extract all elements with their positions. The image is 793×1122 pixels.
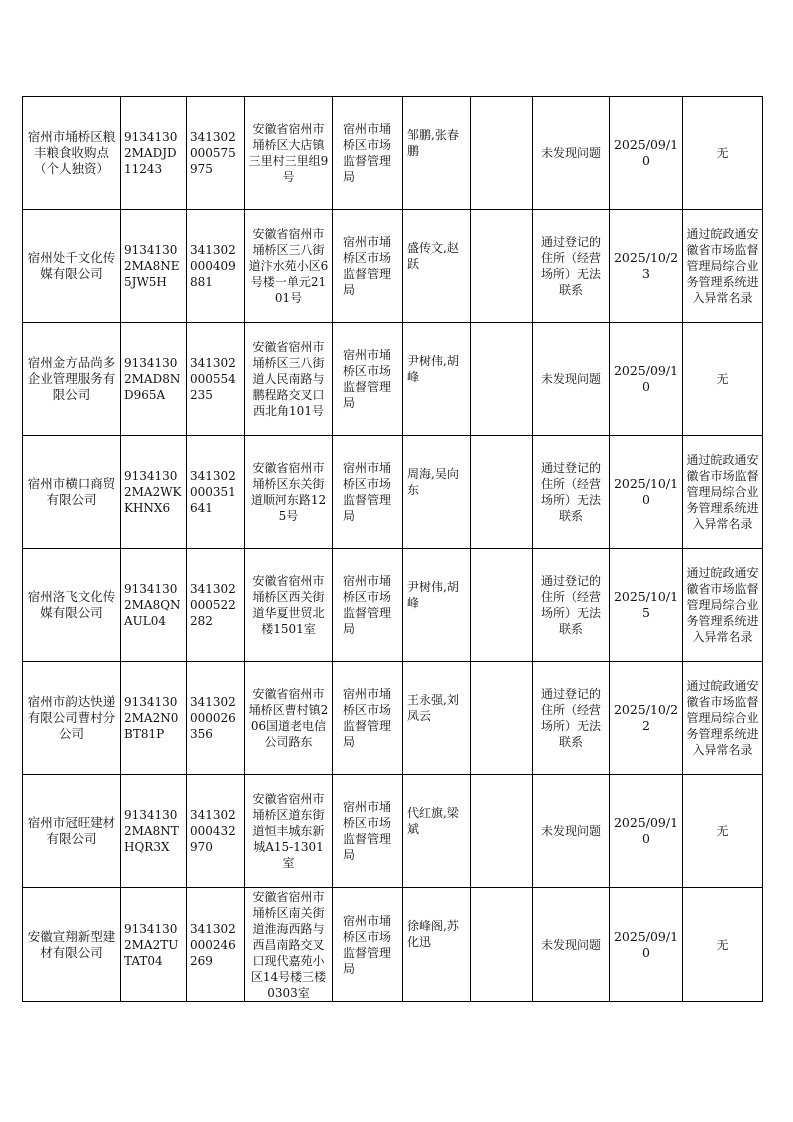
inspection-date: 2025/09/10 xyxy=(610,888,683,1002)
table-row xyxy=(23,210,763,323)
inspection-date: 2025/10/10 xyxy=(610,436,683,549)
inspectors: 邹鹏,张春鹏 xyxy=(403,97,471,210)
empty-cell xyxy=(471,549,533,662)
inspection-authority: 宿州市埇桥区市场监督管理局 xyxy=(333,210,403,323)
table-row xyxy=(23,662,763,775)
company-name: 宿州处千文化传媒有限公司 xyxy=(23,210,121,323)
inspection-result: 通过登记的住所（经营场所）无法联系 xyxy=(533,210,610,323)
registration-number: 341302000246269 xyxy=(187,888,245,1002)
empty-cell xyxy=(471,436,533,549)
inspection-date: 2025/09/10 xyxy=(610,97,683,210)
registration-number: 341302000554235 xyxy=(187,323,245,436)
inspection-authority: 宿州市埇桥区市场监督管理局 xyxy=(333,436,403,549)
registration-number: 341302000026356 xyxy=(187,662,245,775)
inspection-date: 2025/09/10 xyxy=(610,775,683,888)
inspection-results-table xyxy=(22,96,763,1002)
empty-cell xyxy=(471,888,533,1002)
company-address: 安徽省宿州市埇桥区大店镇三里村三里组9号 xyxy=(245,97,333,210)
inspection-authority: 宿州市埇桥区市场监督管理局 xyxy=(333,888,403,1002)
company-address: 安徽省宿州市埇桥区三八街道人民南路与鹏程路交叉口西北角101号 xyxy=(245,323,333,436)
registration-number: 341302000432970 xyxy=(187,775,245,888)
handling-result: 无 xyxy=(683,97,763,210)
table-row xyxy=(23,888,763,1002)
credit-code: 91341302MA8QNAUL04 xyxy=(121,549,187,662)
handling-result: 无 xyxy=(683,323,763,436)
company-name: 宿州市冠旺建材有限公司 xyxy=(23,775,121,888)
empty-cell xyxy=(471,210,533,323)
table-row xyxy=(23,549,763,662)
handling-result: 通过皖政通安徽省市场监督管理局综合业务管理系统进入异常名录 xyxy=(683,436,763,549)
credit-code: 91341302MA2WKKHNX6 xyxy=(121,436,187,549)
company-name: 安徽宣翔新型建材有限公司 xyxy=(23,888,121,1002)
inspectors: 王永强,刘凤云 xyxy=(403,662,471,775)
credit-code: 91341302MA8NTHQR3X xyxy=(121,775,187,888)
inspectors: 周海,吴向东 xyxy=(403,436,471,549)
handling-result: 无 xyxy=(683,775,763,888)
credit-code: 91341302MA8NE5JW5H xyxy=(121,210,187,323)
table-row xyxy=(23,97,763,210)
company-name: 宿州市埇桥区粮丰粮食收购点（个人独资） xyxy=(23,97,121,210)
inspection-date: 2025/10/22 xyxy=(610,662,683,775)
inspectors: 尹树伟,胡峰 xyxy=(403,549,471,662)
credit-code: 91341302MA2N0BT81P xyxy=(121,662,187,775)
inspection-authority: 宿州市埇桥区市场监督管理局 xyxy=(333,549,403,662)
handling-result: 无 xyxy=(683,888,763,1002)
company-address: 安徽省宿州市埇桥区南关街道淮海西路与西昌南路交叉口现代嘉苑小区14号楼三楼0303室 xyxy=(245,888,333,1002)
handling-result: 通过皖政通安徽省市场监督管理局综合业务管理系统进入异常名录 xyxy=(683,549,763,662)
credit-code: 91341302MAD8ND965A xyxy=(121,323,187,436)
credit-code: 91341302MADJD11243 xyxy=(121,97,187,210)
inspection-result: 未发现问题 xyxy=(533,888,610,1002)
company-address: 安徽省宿州市埇桥区道东街道恒丰城东新城A15-1301室 xyxy=(245,775,333,888)
inspection-result: 未发现问题 xyxy=(533,97,610,210)
table-row xyxy=(23,323,763,436)
handling-result: 通过皖政通安徽省市场监督管理局综合业务管理系统进入异常名录 xyxy=(683,662,763,775)
inspection-result: 通过登记的住所（经营场所）无法联系 xyxy=(533,662,610,775)
empty-cell xyxy=(471,323,533,436)
company-address: 安徽省宿州市埇桥区东关街道顺河东路125号 xyxy=(245,436,333,549)
empty-cell xyxy=(471,775,533,888)
empty-cell xyxy=(471,97,533,210)
inspectors: 徐峰阁,苏化迅 xyxy=(403,888,471,1002)
company-name: 宿州市韵达快递有限公司曹村分公司 xyxy=(23,662,121,775)
empty-cell xyxy=(471,662,533,775)
company-address: 安徽省宿州市埇桥区曹村镇206国道老电信公司路东 xyxy=(245,662,333,775)
inspectors: 尹树伟,胡峰 xyxy=(403,323,471,436)
inspection-authority: 宿州市埇桥区市场监督管理局 xyxy=(333,662,403,775)
inspectors: 盛传文,赵跃 xyxy=(403,210,471,323)
inspection-authority: 宿州市埇桥区市场监督管理局 xyxy=(333,775,403,888)
registration-number: 341302000409881 xyxy=(187,210,245,323)
registration-number: 341302000522282 xyxy=(187,549,245,662)
table-row xyxy=(23,436,763,549)
company-name: 宿州市横口商贸有限公司 xyxy=(23,436,121,549)
inspection-result: 通过登记的住所（经营场所）无法联系 xyxy=(533,436,610,549)
credit-code: 91341302MA2TUTAT04 xyxy=(121,888,187,1002)
inspection-authority: 宿州市埇桥区市场监督管理局 xyxy=(333,97,403,210)
inspection-date: 2025/10/15 xyxy=(610,549,683,662)
inspection-date: 2025/09/10 xyxy=(610,323,683,436)
inspection-result: 未发现问题 xyxy=(533,323,610,436)
company-address: 安徽省宿州市埇桥区西关街道华夏世贸北楼1501室 xyxy=(245,549,333,662)
inspectors: 代红旗,梁斌 xyxy=(403,775,471,888)
inspection-date: 2025/10/23 xyxy=(610,210,683,323)
registration-number: 341302000351641 xyxy=(187,436,245,549)
handling-result: 通过皖政通安徽省市场监督管理局综合业务管理系统进入异常名录 xyxy=(683,210,763,323)
company-name: 宿州洛飞文化传媒有限公司 xyxy=(23,549,121,662)
registration-number: 341302000575975 xyxy=(187,97,245,210)
table-body xyxy=(23,97,763,1002)
inspection-authority: 宿州市埇桥区市场监督管理局 xyxy=(333,323,403,436)
company-name: 宿州金方品尚多企业管理服务有限公司 xyxy=(23,323,121,436)
inspection-result: 通过登记的住所（经营场所）无法联系 xyxy=(533,549,610,662)
inspection-result: 未发现问题 xyxy=(533,775,610,888)
table-row xyxy=(23,775,763,888)
company-address: 安徽省宿州市埇桥区三八街道汴水苑小区6号楼一单元2101号 xyxy=(245,210,333,323)
